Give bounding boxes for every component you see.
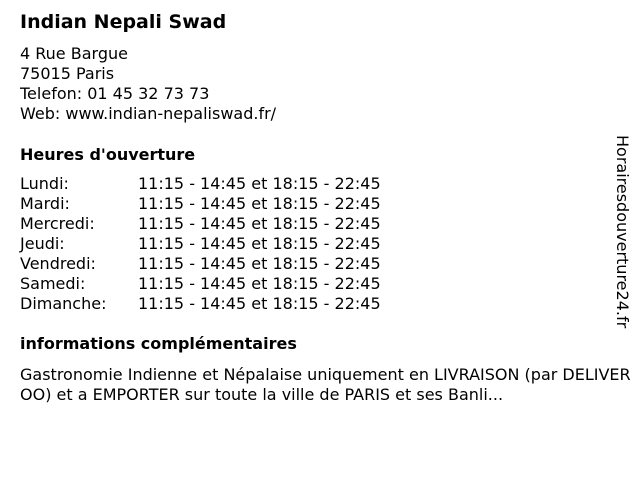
day-label: Samedi: <box>20 274 86 293</box>
hours-row-monday <box>20 174 381 194</box>
day-hours: 11:15 - 14:45 et 18:15 - 22:45 <box>138 274 381 293</box>
day-label: Mardi: <box>20 194 70 213</box>
day-hours: 11:15 - 14:45 et 18:15 - 22:45 <box>138 294 381 313</box>
website-link[interactable]: Web: www.indian-nepaliswad.fr/ <box>20 104 277 123</box>
info-heading: informations complémentaires <box>20 334 297 353</box>
restaurant-name: Indian Nepali Swad <box>20 11 227 33</box>
day-hours: 11:15 - 14:45 et 18:15 - 22:45 <box>138 254 381 273</box>
day-label: Vendredi: <box>20 254 96 273</box>
hours-row-sunday <box>20 294 381 314</box>
hours-row-wednesday <box>20 214 381 234</box>
day-label: Dimanche: <box>20 294 107 313</box>
hours-row-friday <box>20 254 381 274</box>
day-hours: 11:15 - 14:45 et 18:15 - 22:45 <box>138 234 381 253</box>
day-label: Lundi: <box>20 174 69 193</box>
address-city: 75015 Paris <box>20 64 115 83</box>
opening-hours-table <box>20 174 381 314</box>
info-description: Gastronomie Indienne et Népalaise uniquement en LIVRAISON (par DELIVEROO) et a EMPORTER sur toute la ville de PARIS et ses Banli... <box>20 365 631 404</box>
address-block <box>20 44 276 124</box>
hours-row-thursday <box>20 234 381 254</box>
day-hours: 11:15 - 14:45 et 18:15 - 22:45 <box>138 194 381 213</box>
side-brand-text: Horairesdouverture24.fr <box>613 135 632 329</box>
hours-row-saturday <box>20 274 381 294</box>
day-label: Mercredi: <box>20 214 95 233</box>
day-hours: 11:15 - 14:45 et 18:15 - 22:45 <box>138 174 381 193</box>
address-street: 4 Rue Bargue <box>20 44 128 63</box>
hours-heading: Heures d'ouverture <box>20 145 196 164</box>
day-hours: 11:15 - 14:45 et 18:15 - 22:45 <box>138 214 381 233</box>
hours-row-tuesday <box>20 194 381 214</box>
day-label: Jeudi: <box>20 234 65 253</box>
phone-number: Telefon: 01 45 32 73 73 <box>20 84 210 103</box>
